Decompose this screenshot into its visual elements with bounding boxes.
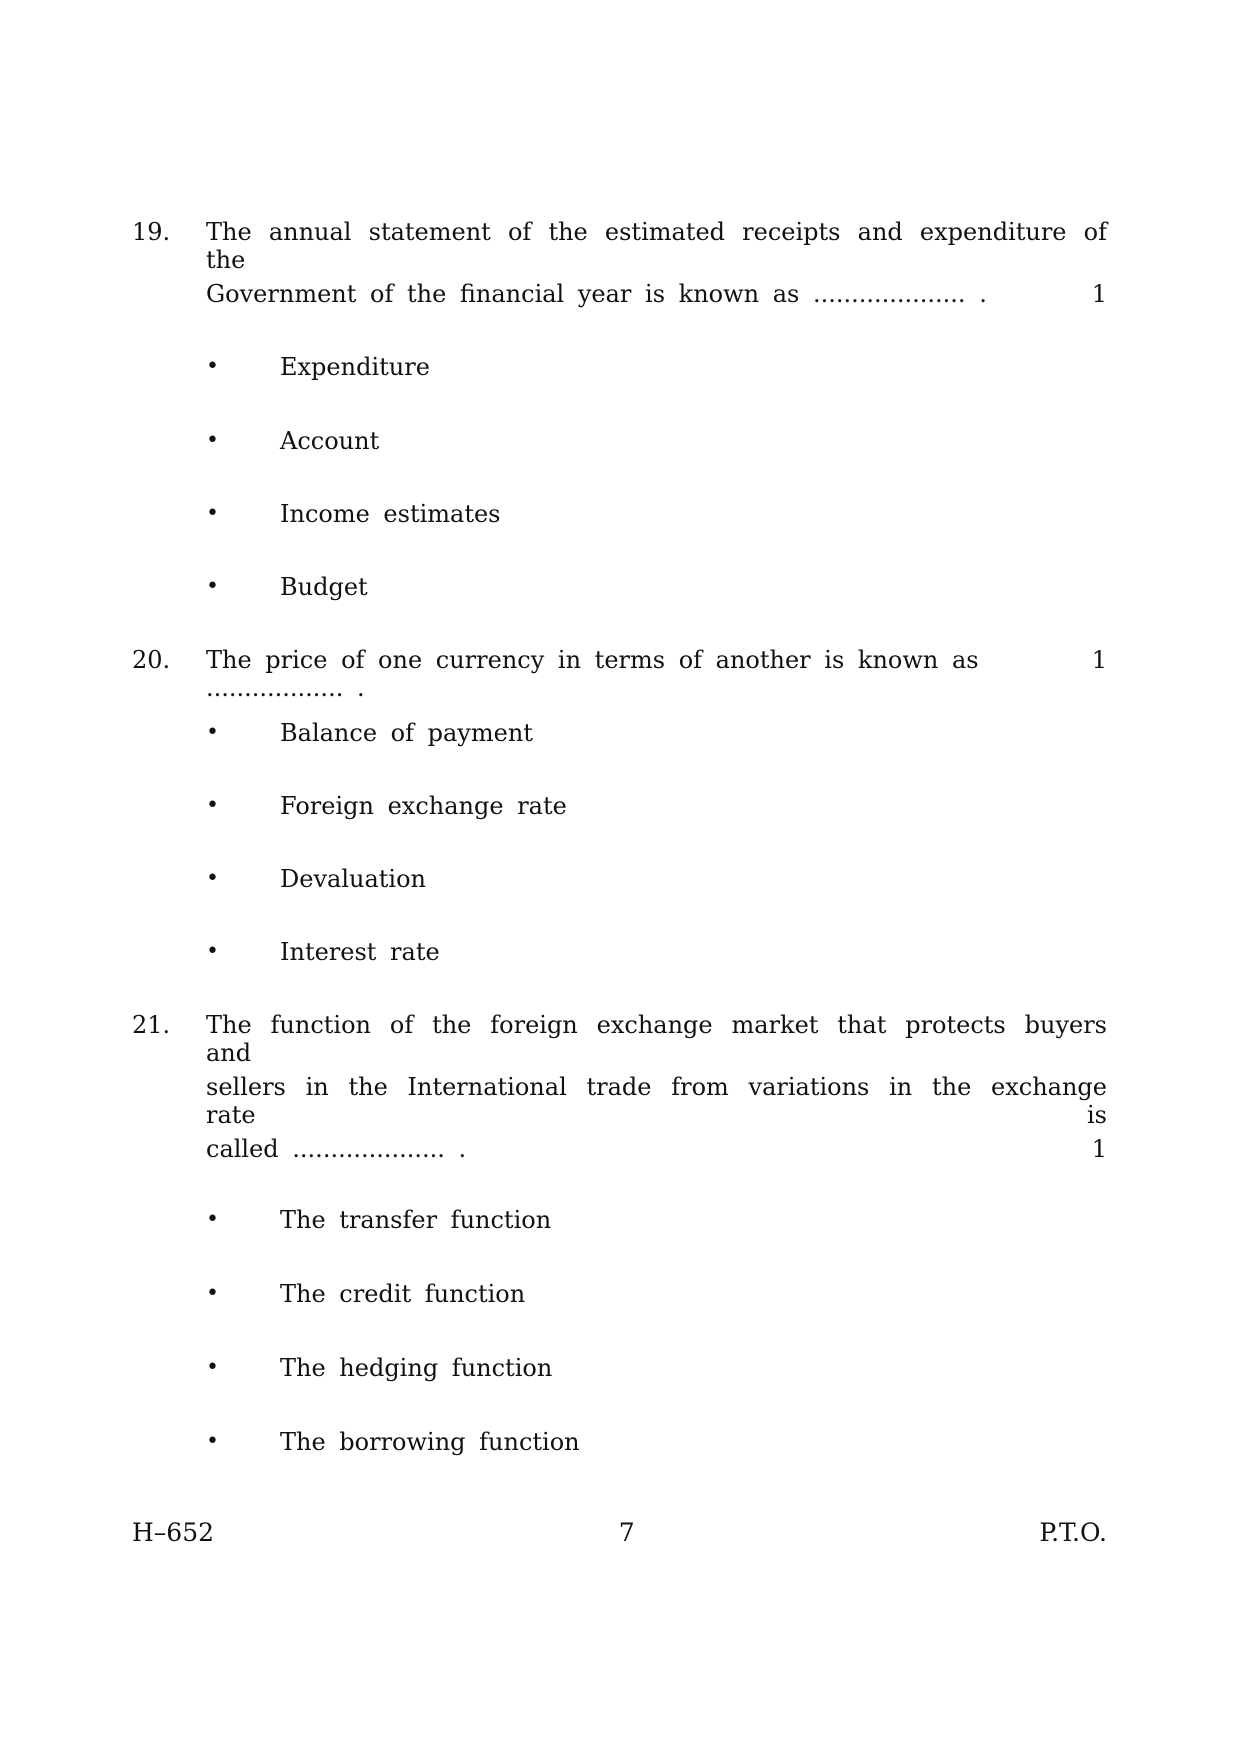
question-line: sellers in the International trade from variations in the exchange rate is	[206, 1073, 1107, 1129]
bullet-icon: •	[206, 720, 219, 745]
page-number: 7	[618, 1518, 635, 1547]
option-label: Account	[280, 427, 380, 455]
option-label: Foreign exchange rate	[280, 792, 567, 820]
bullet-icon: •	[206, 501, 219, 526]
please-turn-over: P.T.O.	[1039, 1518, 1107, 1547]
bullet-icon: •	[206, 354, 219, 379]
marks: 1	[1091, 646, 1107, 674]
question-line: The function of the foreign exchange market that protects buyers and	[206, 1011, 1107, 1067]
question-line: called .................... .	[206, 1135, 467, 1163]
question-line: Government of the financial year is known as .................... .	[206, 280, 987, 308]
bullet-icon: •	[206, 428, 219, 453]
question-text	[206, 646, 1107, 708]
bullet-icon: •	[206, 1281, 219, 1306]
question-line-last	[206, 1135, 1107, 1197]
question-line-last	[206, 280, 1107, 342]
bullet-icon: •	[206, 866, 219, 891]
question-line: The price of one currency in terms of another is known as .................. .	[206, 646, 979, 702]
question-line-last	[206, 646, 1107, 708]
option-label: Income estimates	[280, 500, 501, 528]
question-text	[206, 218, 1107, 342]
question-text	[206, 1011, 1107, 1197]
bullet-icon: •	[206, 1207, 219, 1232]
option-label: The borrowing function	[280, 1428, 580, 1456]
bullet-icon: •	[206, 793, 219, 818]
paper-code: H–652	[132, 1518, 215, 1547]
question-number: 20.	[132, 646, 171, 674]
bullet-icon: •	[206, 939, 219, 964]
option-label: Expenditure	[280, 353, 430, 381]
page-footer	[132, 1518, 1107, 1548]
question-number: 21.	[132, 1011, 171, 1039]
bullet-icon: •	[206, 574, 219, 599]
option-label: Devaluation	[280, 865, 426, 893]
bullet-icon: •	[206, 1429, 219, 1454]
option-label: The hedging function	[280, 1354, 553, 1382]
bullet-icon: •	[206, 1355, 219, 1380]
option-label: The credit function	[280, 1280, 526, 1308]
marks: 1	[1091, 280, 1107, 308]
option-label: Balance of payment	[280, 719, 533, 747]
option-label: Budget	[280, 573, 368, 601]
option-label: Interest rate	[280, 938, 440, 966]
option-label: The transfer function	[280, 1206, 552, 1234]
marks: 1	[1091, 1135, 1107, 1163]
question-number: 19.	[132, 218, 171, 246]
question-line: The annual statement of the estimated receipts and expenditure of the	[206, 218, 1107, 274]
